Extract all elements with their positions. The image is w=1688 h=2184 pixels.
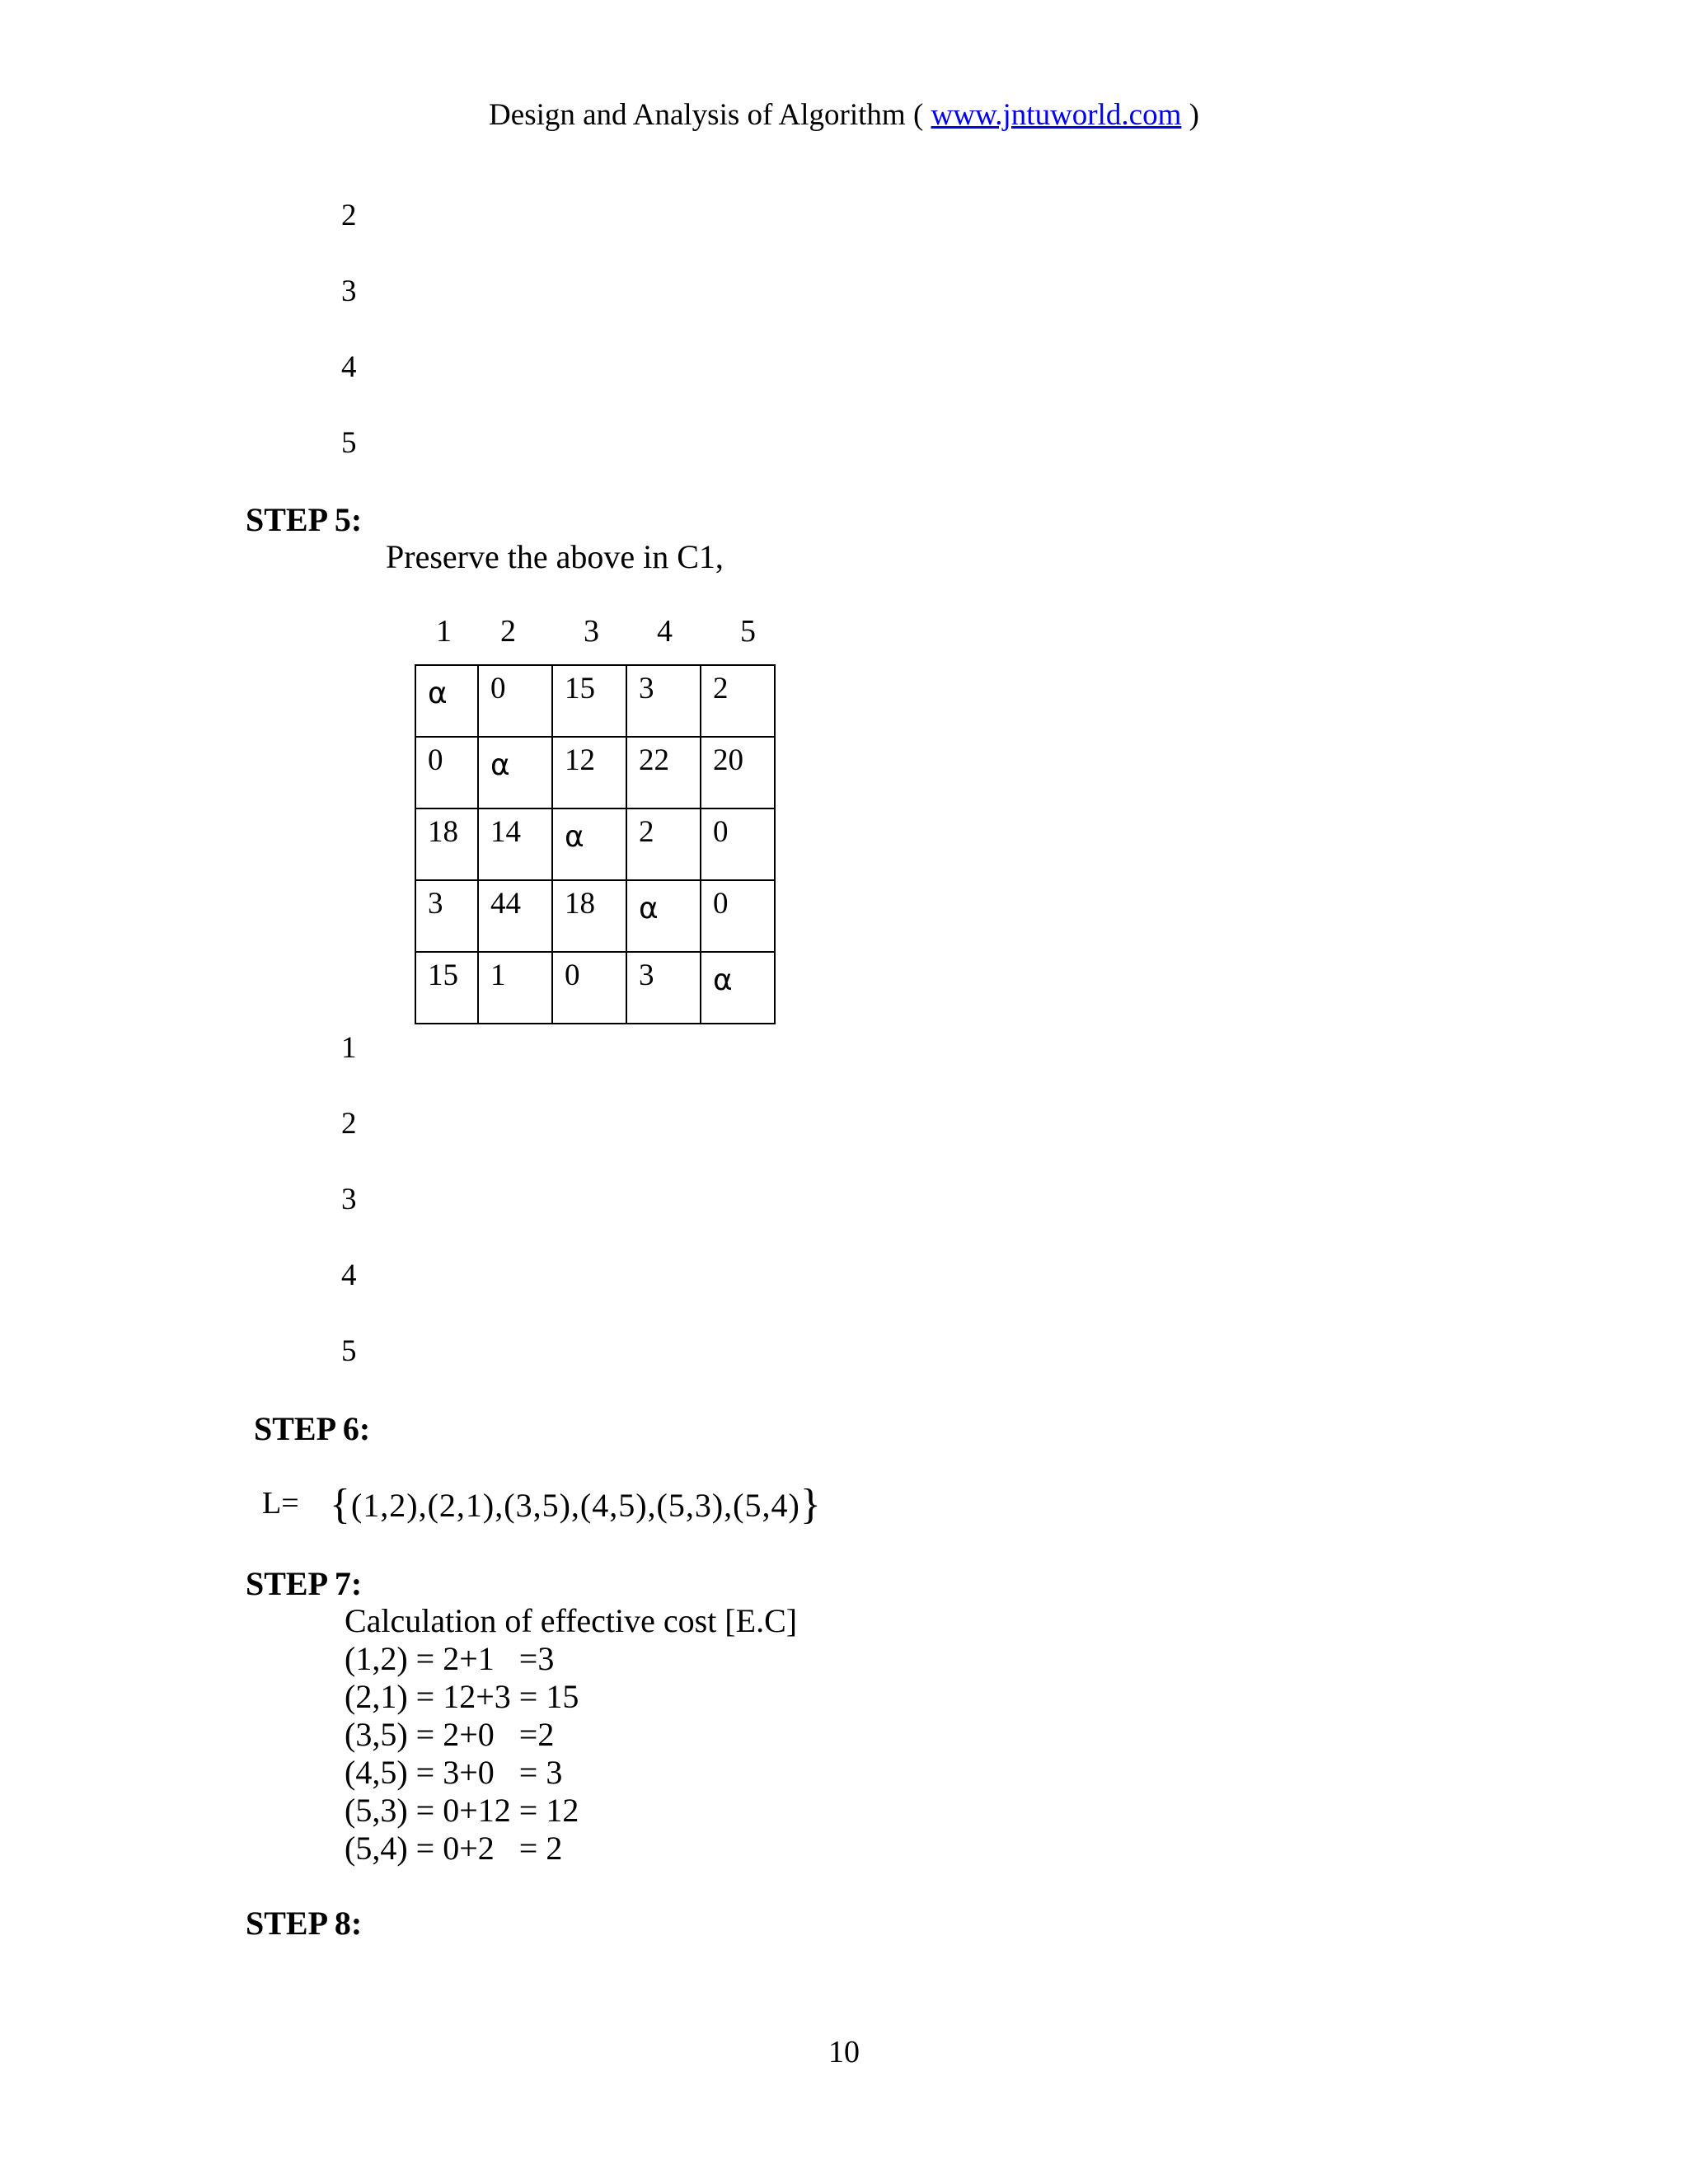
- step6-label: STEP 6:: [254, 1410, 371, 1447]
- brace-close: }: [799, 1481, 822, 1528]
- matrix-cell: 2: [626, 808, 701, 880]
- l-set-values: (1,2),(2,1),(3,5),(4,5),(5,3),(5,4): [350, 1487, 800, 1524]
- alpha-symbol: α: [428, 677, 448, 710]
- matrix-col-header: 5: [740, 614, 756, 649]
- matrix-cell: [478, 737, 552, 808]
- matrix-cell: 18: [415, 808, 478, 880]
- matrix-cell: 0: [552, 952, 626, 1024]
- alpha-symbol: α: [565, 820, 584, 854]
- matrix-cell: 15: [415, 952, 478, 1024]
- effective-cost-line: (1,2) = 2+1 =3: [345, 1640, 555, 1677]
- matrix-cell: [415, 665, 478, 737]
- matrix-cell: 0: [415, 737, 478, 808]
- row-number: 4: [341, 350, 357, 384]
- matrix-cell: 12: [552, 737, 626, 808]
- row-number: 1: [341, 1031, 357, 1065]
- matrix-cell: 18: [552, 880, 626, 952]
- matrix-cell: 15: [552, 665, 626, 737]
- matrix-row: [415, 737, 775, 808]
- matrix-row: [415, 808, 775, 880]
- matrix-row: [415, 880, 775, 952]
- matrix-cell: 3: [415, 880, 478, 952]
- row-number: 3: [341, 1183, 357, 1216]
- step8-label: STEP 8:: [246, 1905, 363, 1942]
- row-number: 3: [341, 274, 357, 308]
- header-link[interactable]: www.jntuworld.com: [931, 98, 1182, 132]
- matrix-col-header: 2: [500, 614, 516, 649]
- matrix-cell: [701, 952, 775, 1024]
- step5-label: STEP 5:: [246, 501, 363, 538]
- matrix-cell: 22: [626, 737, 701, 808]
- alpha-symbol: α: [713, 963, 733, 997]
- matrix-row: [415, 952, 775, 1024]
- row-number: 5: [341, 426, 357, 460]
- l-prefix: L=: [262, 1486, 299, 1521]
- effective-cost-line: (2,1) = 12+3 = 15: [345, 1678, 579, 1715]
- effective-cost-line: (4,5) = 3+0 = 3: [345, 1754, 563, 1791]
- page-header: [0, 97, 1688, 133]
- step7-label: STEP 7:: [246, 1565, 363, 1602]
- brace-open: {: [330, 1481, 351, 1528]
- effective-cost-line: (3,5) = 2+0 =2: [345, 1716, 555, 1753]
- row-number: 2: [341, 1107, 357, 1141]
- effective-cost-line: (5,4) = 0+2 = 2: [345, 1830, 563, 1867]
- l-set-expression: [330, 1479, 822, 1527]
- header-title: Design and Analysis of Algorithm (: [489, 98, 931, 132]
- matrix-col-header: 4: [657, 614, 673, 649]
- cost-matrix: [415, 664, 776, 1024]
- matrix-cell: 1: [478, 952, 552, 1024]
- matrix-cell: 0: [478, 665, 552, 737]
- row-number: 4: [341, 1258, 357, 1292]
- alpha-symbol: α: [490, 748, 510, 782]
- matrix-cell: 3: [626, 952, 701, 1024]
- effective-cost-title: Calculation of effective cost [E.C]: [345, 1602, 798, 1639]
- matrix-cell: [626, 880, 701, 952]
- row-number: 2: [341, 199, 357, 232]
- matrix-cell: 44: [478, 880, 552, 952]
- matrix-cell: 2: [701, 665, 775, 737]
- matrix-col-header: 3: [584, 614, 599, 649]
- alpha-symbol: α: [639, 892, 659, 926]
- matrix-cell: [552, 808, 626, 880]
- header-suffix: ): [1181, 98, 1199, 132]
- row-number: 5: [341, 1334, 357, 1368]
- matrix-cell: 3: [626, 665, 701, 737]
- matrix-row: [415, 665, 775, 737]
- step5-text: Preserve the above in C1,: [386, 538, 724, 575]
- page-number: 10: [828, 2035, 860, 2069]
- effective-cost-line: (5,3) = 0+12 = 12: [345, 1792, 579, 1829]
- matrix-cell: 0: [701, 880, 775, 952]
- matrix-cell: 20: [701, 737, 775, 808]
- matrix-col-header: 1: [436, 614, 452, 649]
- matrix-cell: 0: [701, 808, 775, 880]
- effective-cost-block: [345, 1602, 797, 1868]
- matrix-cell: 14: [478, 808, 552, 880]
